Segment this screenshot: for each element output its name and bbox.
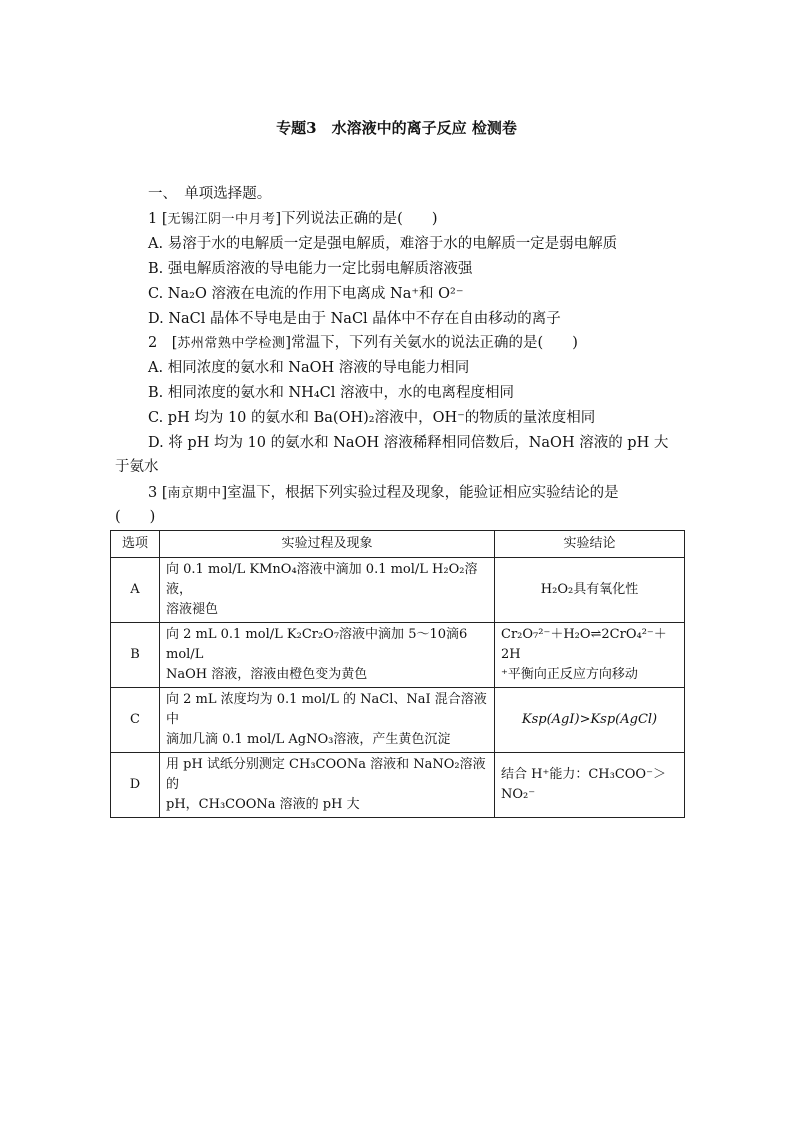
conclusion-line-2: NO₂⁻ <box>501 787 536 802</box>
conclusion-line-1: Cr₂O₇²⁻＋H₂O⇌2CrO₄²⁻＋2H <box>501 627 667 662</box>
header-conclusion: 实验结论 <box>495 531 685 558</box>
row-conclusion <box>495 623 685 688</box>
row-option: D <box>111 753 160 818</box>
question-1-option-b: B. 强电解质溶液的导电能力一定比弱电解质溶液强 <box>148 261 473 277</box>
question-2-option-d: D. 将 pH 均为 10 的氨水和 NaOH 溶液稀释相同倍数后，NaOH 溶液的 pH 大 <box>148 435 669 451</box>
question-3-text: ]室温下，根据下列实验过程及现象，能验证相应实验结论的是 <box>221 485 619 501</box>
question-2-stem <box>148 333 578 354</box>
question-1-source: 无锡江阴一中月考 <box>167 212 276 227</box>
row-option: A <box>111 558 160 623</box>
row-conclusion <box>495 688 685 753</box>
question-1-option-a: A. 易溶于水的电解质一定是强电解质，难溶于水的电解质一定是弱电解质 <box>148 236 618 252</box>
procedure-line-2: pH，CH₃COONa 溶液的 pH 大 <box>166 797 360 812</box>
table-row <box>111 753 685 818</box>
question-1-number: 1 [ <box>148 211 168 227</box>
procedure-line-1: 向 2 mL 浓度均为 0.1 mol/L 的 NaCl、NaI 混合溶液中 <box>166 692 487 727</box>
procedure-line-1: 向 2 mL 0.1 mol/L K₂Cr₂O₇溶液中滴加 5～10滴6 mol/L <box>166 627 468 662</box>
procedure-line-1: 向 0.1 mol/L KMnO₄溶液中滴加 0.1 mol/L H₂O₂溶液， <box>166 562 478 597</box>
conclusion-line-1: H₂O₂具有氧化性 <box>540 582 639 597</box>
question-2-number: 2 [ <box>148 335 178 351</box>
procedure-line-1: 用 pH 试纸分别测定 CH₃COONa 溶液和 NaNO₂溶液的 <box>166 757 486 792</box>
question-1-option-c: C. Na₂O 溶液在电流的作用下电离成 Na⁺和 O²⁻ <box>148 286 464 302</box>
question-3-stem <box>148 483 619 504</box>
question-1-text: ]下列说法正确的是( ) <box>275 211 438 227</box>
row-procedure <box>160 623 495 688</box>
table-row <box>111 688 685 753</box>
row-procedure <box>160 558 495 623</box>
question-2-source: 苏州常熟中学检测 <box>177 336 286 351</box>
procedure-line-2: 溶液褪色 <box>166 602 219 617</box>
question-3-answer-blank: ( ) <box>115 509 156 525</box>
question-3-number: 3 [ <box>148 485 168 501</box>
row-option: C <box>111 688 160 753</box>
page-title: 专题3 水溶液中的离子反应 检测卷 <box>276 119 517 137</box>
question-2-option-c: C. pH 均为 10 的氨水和 Ba(OH)₂溶液中，OH⁻的物质的量浓度相同 <box>148 410 596 426</box>
row-procedure <box>160 688 495 753</box>
row-procedure <box>160 753 495 818</box>
question-2-option-d-continued: 于氨水 <box>115 459 159 475</box>
table-header-row <box>111 531 685 558</box>
experiment-table <box>110 530 685 818</box>
conclusion-line-1: 结合 H⁺能力：CH₃COO⁻＞ <box>501 767 666 782</box>
question-2-text: ]常温下，下列有关氨水的说法正确的是( ) <box>285 335 578 351</box>
question-2-option-a: A. 相同浓度的氨水和 NaOH 溶液的导电能力相同 <box>148 360 470 376</box>
row-conclusion <box>495 558 685 623</box>
section-heading: 一、 单项选择题。 <box>148 186 272 202</box>
conclusion-line-1: Ksp(AgI)>Ksp(AgCl) <box>521 712 658 727</box>
header-procedure: 实验过程及现象 <box>160 531 495 558</box>
table-row <box>111 623 685 688</box>
table-row <box>111 558 685 623</box>
question-1-option-d: D. NaCl 晶体不导电是由于 NaCl 晶体中不存在自由移动的离子 <box>148 311 561 327</box>
procedure-line-2: NaOH 溶液，溶液由橙色变为黄色 <box>166 667 368 682</box>
row-option: B <box>111 623 160 688</box>
row-conclusion <box>495 753 685 818</box>
question-2-option-b: B. 相同浓度的氨水和 NH₄Cl 溶液中，水的电离程度相同 <box>148 385 514 401</box>
question-1-stem <box>148 209 438 230</box>
question-3-source: 南京期中 <box>167 486 222 501</box>
header-option: 选项 <box>111 531 160 558</box>
procedure-line-2: 滴加几滴 0.1 mol/L AgNO₃溶液，产生黄色沉淀 <box>166 732 451 747</box>
conclusion-line-2: ⁺平衡向正反应方向移动 <box>501 667 638 682</box>
